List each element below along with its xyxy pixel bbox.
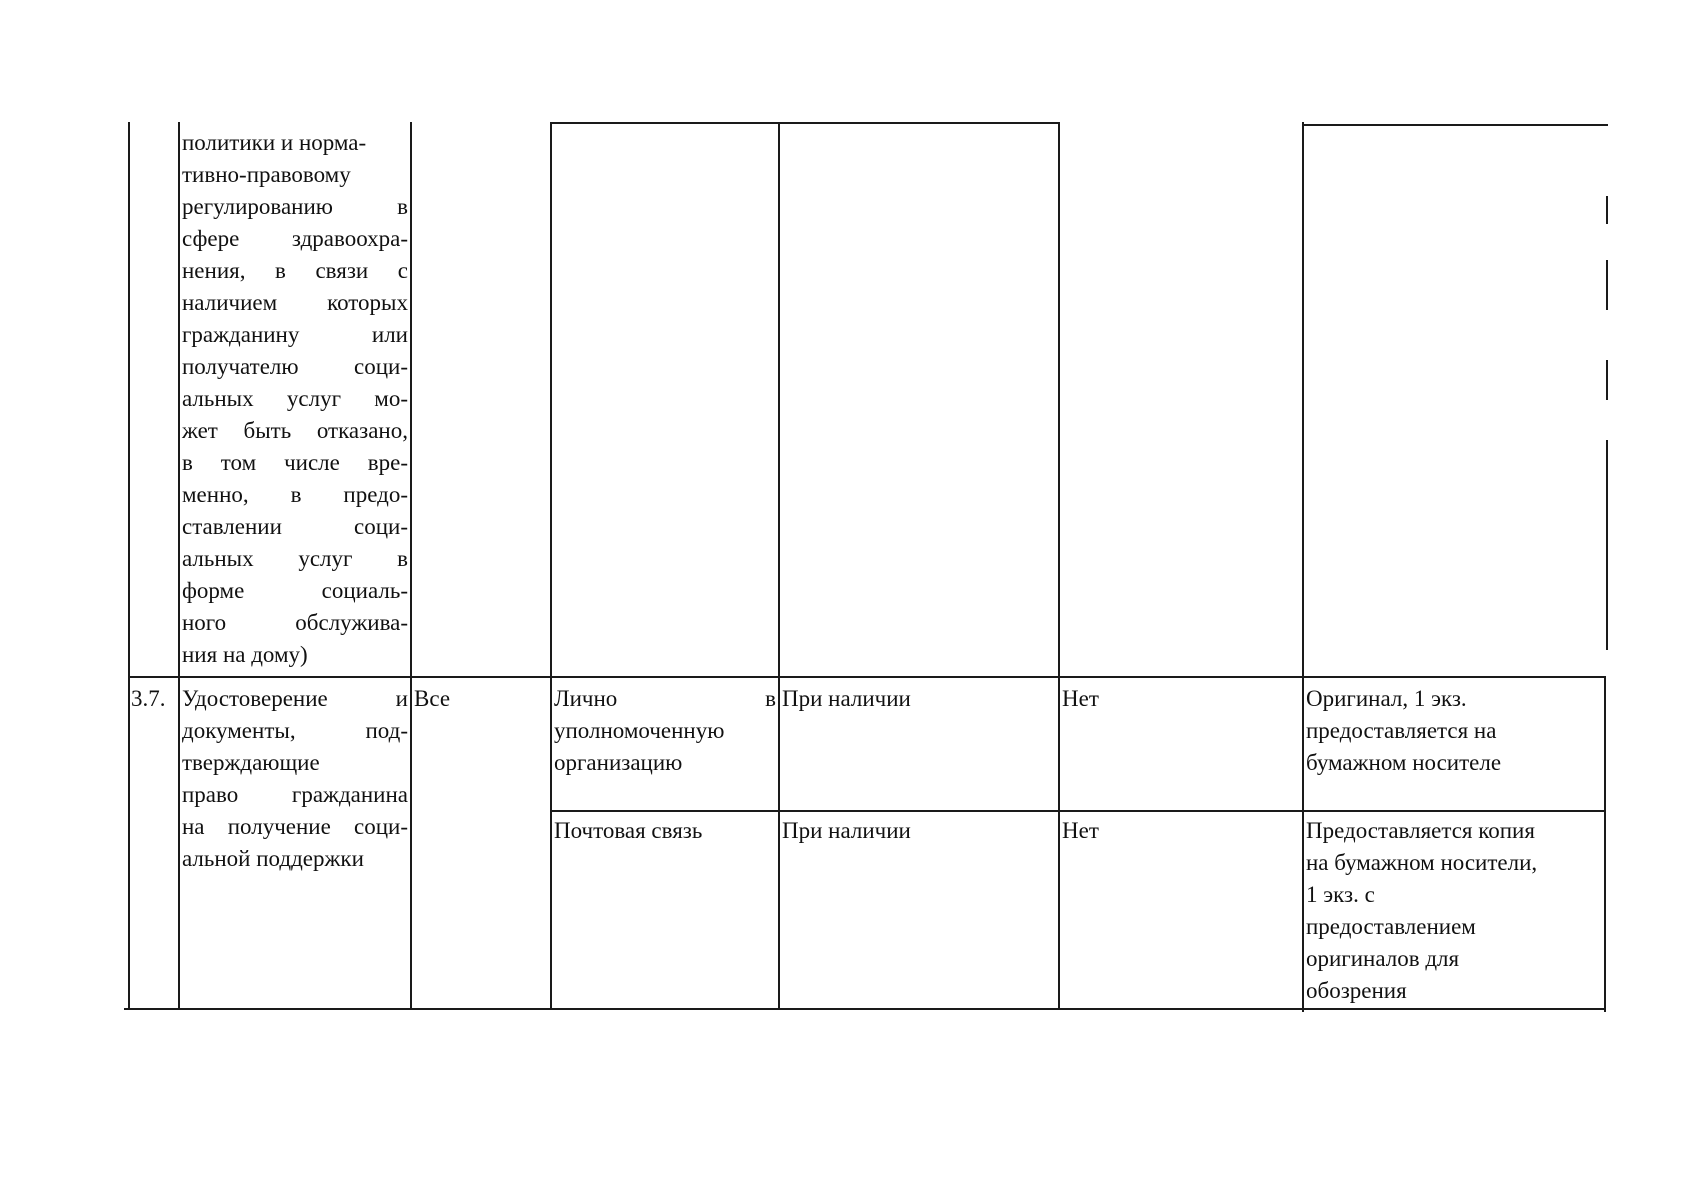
description-line: документы, под- — [182, 718, 408, 743]
note-line: обозрения — [1306, 978, 1407, 1003]
description-line: в том числе вре- — [182, 450, 408, 475]
description-line: ния на дому) — [182, 642, 308, 667]
description-line: альных услуг в — [182, 546, 408, 571]
description-line: получателю соци- — [182, 354, 408, 379]
description-line: альных услуг мо- — [182, 386, 408, 411]
row-number: 3.7. — [131, 686, 166, 711]
table-border — [1058, 122, 1060, 1010]
category-cell: Все — [414, 686, 451, 711]
description-line: ного обслужива- — [182, 610, 408, 635]
description-line: тверждающие — [182, 750, 320, 775]
table-border — [1302, 124, 1608, 126]
description-line: гражданину или — [182, 322, 408, 347]
description-line: жет быть отказано, — [182, 418, 408, 443]
description-line: альной поддержки — [182, 846, 364, 871]
note-line: 1 экз. с — [1306, 882, 1375, 907]
note-line: на бумажном носители, — [1306, 850, 1538, 875]
method-cell — [554, 683, 776, 779]
table-border — [178, 122, 180, 1010]
description-line: ставлении соци- — [182, 514, 408, 539]
condition-cell: При наличии — [782, 818, 911, 843]
continued-description-cell — [182, 127, 408, 671]
row-description-cell — [182, 683, 408, 875]
note-cell — [1306, 815, 1604, 1007]
description-line: наличием которых — [182, 290, 408, 315]
flag-cell: Нет — [1062, 818, 1099, 843]
table-border — [550, 122, 1060, 124]
description-line: менно, в предо- — [182, 482, 408, 507]
method-line: Лично в — [554, 686, 776, 711]
table-border — [128, 122, 130, 1010]
description-line: сфере здравоохра- — [182, 226, 408, 251]
flag-cell: Нет — [1062, 686, 1099, 711]
method-cell — [554, 815, 776, 847]
description-line: нения, в связи с — [182, 258, 408, 283]
description-line: политики и норма- — [182, 130, 367, 155]
note-line: Оригинал, 1 экз. — [1306, 686, 1467, 711]
table-border — [1606, 440, 1608, 650]
note-line: Предоставляется копия — [1306, 818, 1535, 843]
note-line: оригиналов для — [1306, 946, 1460, 971]
description-line: тивно-правовому — [182, 162, 351, 187]
method-line: уполномоченную — [554, 718, 725, 743]
note-cell — [1306, 683, 1604, 779]
description-line: Удостоверение и — [182, 686, 408, 711]
table-border — [128, 676, 1606, 678]
table-border — [124, 1008, 1606, 1010]
table-border — [410, 122, 412, 1010]
description-line: право гражданина — [182, 782, 408, 807]
note-line: предоставляется на — [1306, 718, 1497, 743]
description-line: на получение соци- — [182, 814, 408, 839]
method-line: Почтовая связь — [554, 818, 703, 843]
table-border — [1606, 260, 1608, 310]
table-border — [550, 122, 552, 1010]
table-border — [778, 122, 780, 1010]
description-line: регулированию в — [182, 194, 408, 219]
method-line: организацию — [554, 750, 683, 775]
table-border — [1606, 360, 1608, 400]
table-border — [1302, 122, 1304, 1012]
description-line: форме социаль- — [182, 578, 408, 603]
table-border — [1606, 196, 1608, 224]
condition-cell: При наличии — [782, 686, 911, 711]
table-border — [550, 810, 1606, 812]
note-line: предоставлением — [1306, 914, 1476, 939]
note-line: бумажном носителе — [1306, 750, 1502, 775]
table-border — [1604, 678, 1606, 1012]
